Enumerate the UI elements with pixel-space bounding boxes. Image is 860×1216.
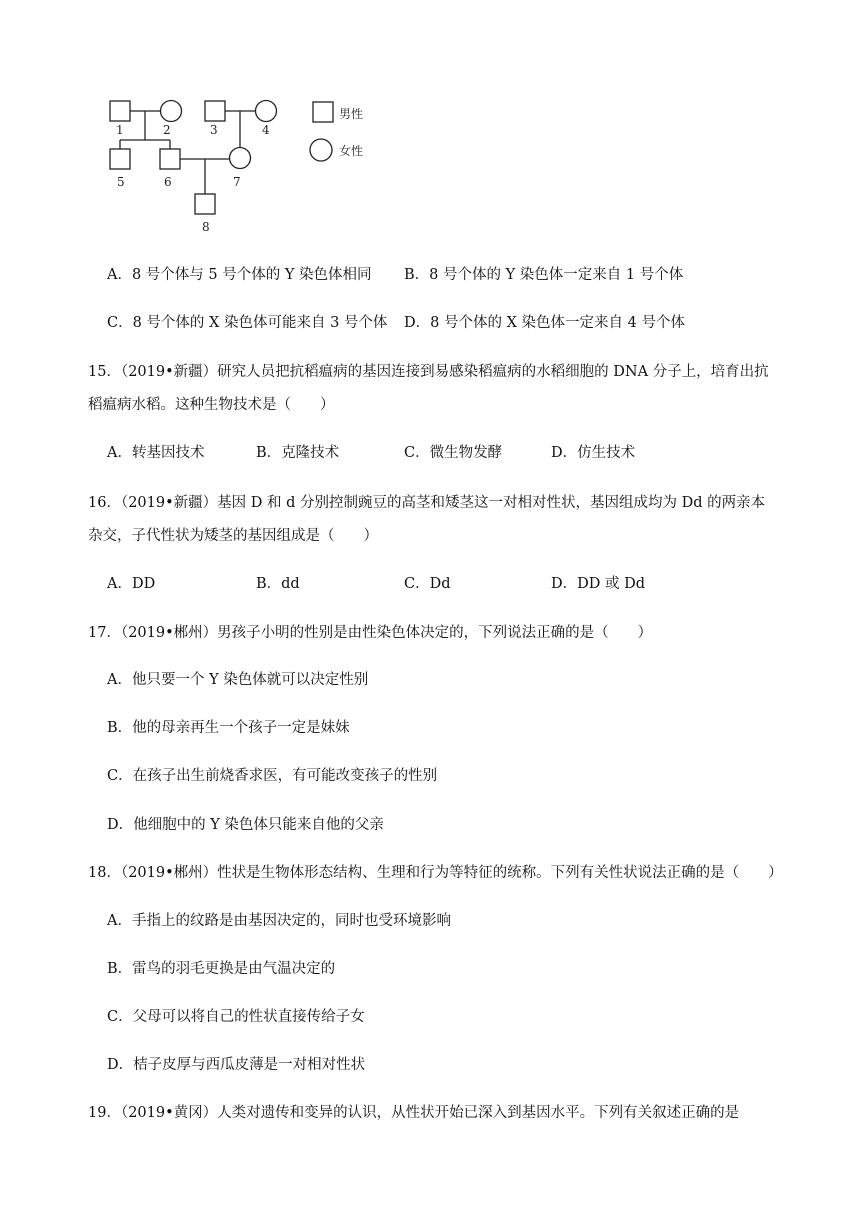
male-8-symbol [195,194,215,214]
q18-stem-line1: 18．（2019•郴州）性状是生物体形态结构、生理和行为等特征的统称。下列有关性状说法正确的是（ ） [88,865,783,881]
q18-option-d: D．桔子皮厚与西瓜皮薄是一对相对性状 [107,1057,366,1073]
q16-option-d: D．DD 或 Dd [551,576,646,592]
female-4-symbol [256,101,277,122]
q15-option-c: C．微生物发酵 [404,445,503,461]
q16-option-b: B．dd [256,576,300,592]
q14-option-a: A．8 号个体与 5 号个体的 Y 染色体相同 [107,267,372,283]
legend-female-symbol [310,139,332,161]
label-4: 4 [262,123,270,137]
label-1: 1 [116,123,124,137]
male-1-symbol [110,101,130,121]
q16-stem-line2: 杂交，子代性状为矮茎的基因组成是（ ） [88,528,378,544]
q15-option-d: D．仿生技术 [551,445,636,461]
q18-option-c: C．父母可以将自己的性状直接传给子女 [107,1009,365,1025]
legend-male-symbol [313,102,333,122]
q17-option-a: A．他只要一个 Y 染色体就可以决定性别 [107,672,369,688]
label-7: 7 [233,175,241,189]
label-3: 3 [210,123,218,137]
q14-option-d: D．8 号个体的 X 染色体一定来自 4 号个体 [404,315,685,331]
male-5-symbol [110,149,130,169]
label-8: 8 [202,220,210,234]
q19-stem-line1: 19．（2019•黄冈）人类对遗传和变异的认识，从性状开始已深入到基因水平。下列有关叙述正确的是 [88,1105,740,1121]
q14-option-b: B．8 号个体的 Y 染色体一定来自 1 号个体 [404,267,684,283]
label-2: 2 [163,123,171,137]
q18-option-b: B．雷鸟的羽毛更换是由气温决定的 [107,961,336,977]
q16-stem-line1: 16．（2019•新疆）基因 D 和 d 分别控制豌豆的高茎和矮茎这一对相对性状，基因组成均为 Dd 的两亲本 [88,495,766,511]
q17-option-b: B．他的母亲再生一个孩子一定是妹妹 [107,720,350,736]
pedigree-diagram [100,94,400,239]
q17-option-d: D．他细胞中的 Y 染色体只能来自他的父亲 [107,817,384,833]
q15-option-a: A．转基因技术 [107,445,205,461]
male-3-symbol [205,101,225,121]
q17-option-c: C．在孩子出生前烧香求医，有可能改变孩子的性别 [107,768,438,784]
female-2-symbol [161,101,182,122]
legend-female-label: 女性 [339,144,364,158]
q15-stem-line1: 15．（2019•新疆）研究人员把抗稻瘟病的基因连接到易感染稻瘟病的水稻细胞的 DNA 分子上，培育出抗 [88,364,769,380]
q15-stem-line2: 稻瘟病水稻。这种生物技术是（ ） [88,397,335,413]
q14-option-c: C．8 号个体的 X 染色体可能来自 3 号个体 [107,315,388,331]
legend-male-label: 男性 [339,107,364,121]
q17-stem-line1: 17．（2019•郴州）男孩子小明的性别是由性染色体决定的，下列说法正确的是（ ） [88,625,653,641]
q15-option-b: B．克隆技术 [256,445,340,461]
label-6: 6 [164,175,172,189]
label-5: 5 [117,175,125,189]
female-7-symbol [230,148,251,169]
q16-option-a: A．DD [107,576,156,592]
q18-option-a: A．手指上的纹路是由基因决定的，同时也受环境影响 [107,913,451,929]
q16-option-c: C．Dd [404,576,451,592]
male-6-symbol [160,149,180,169]
